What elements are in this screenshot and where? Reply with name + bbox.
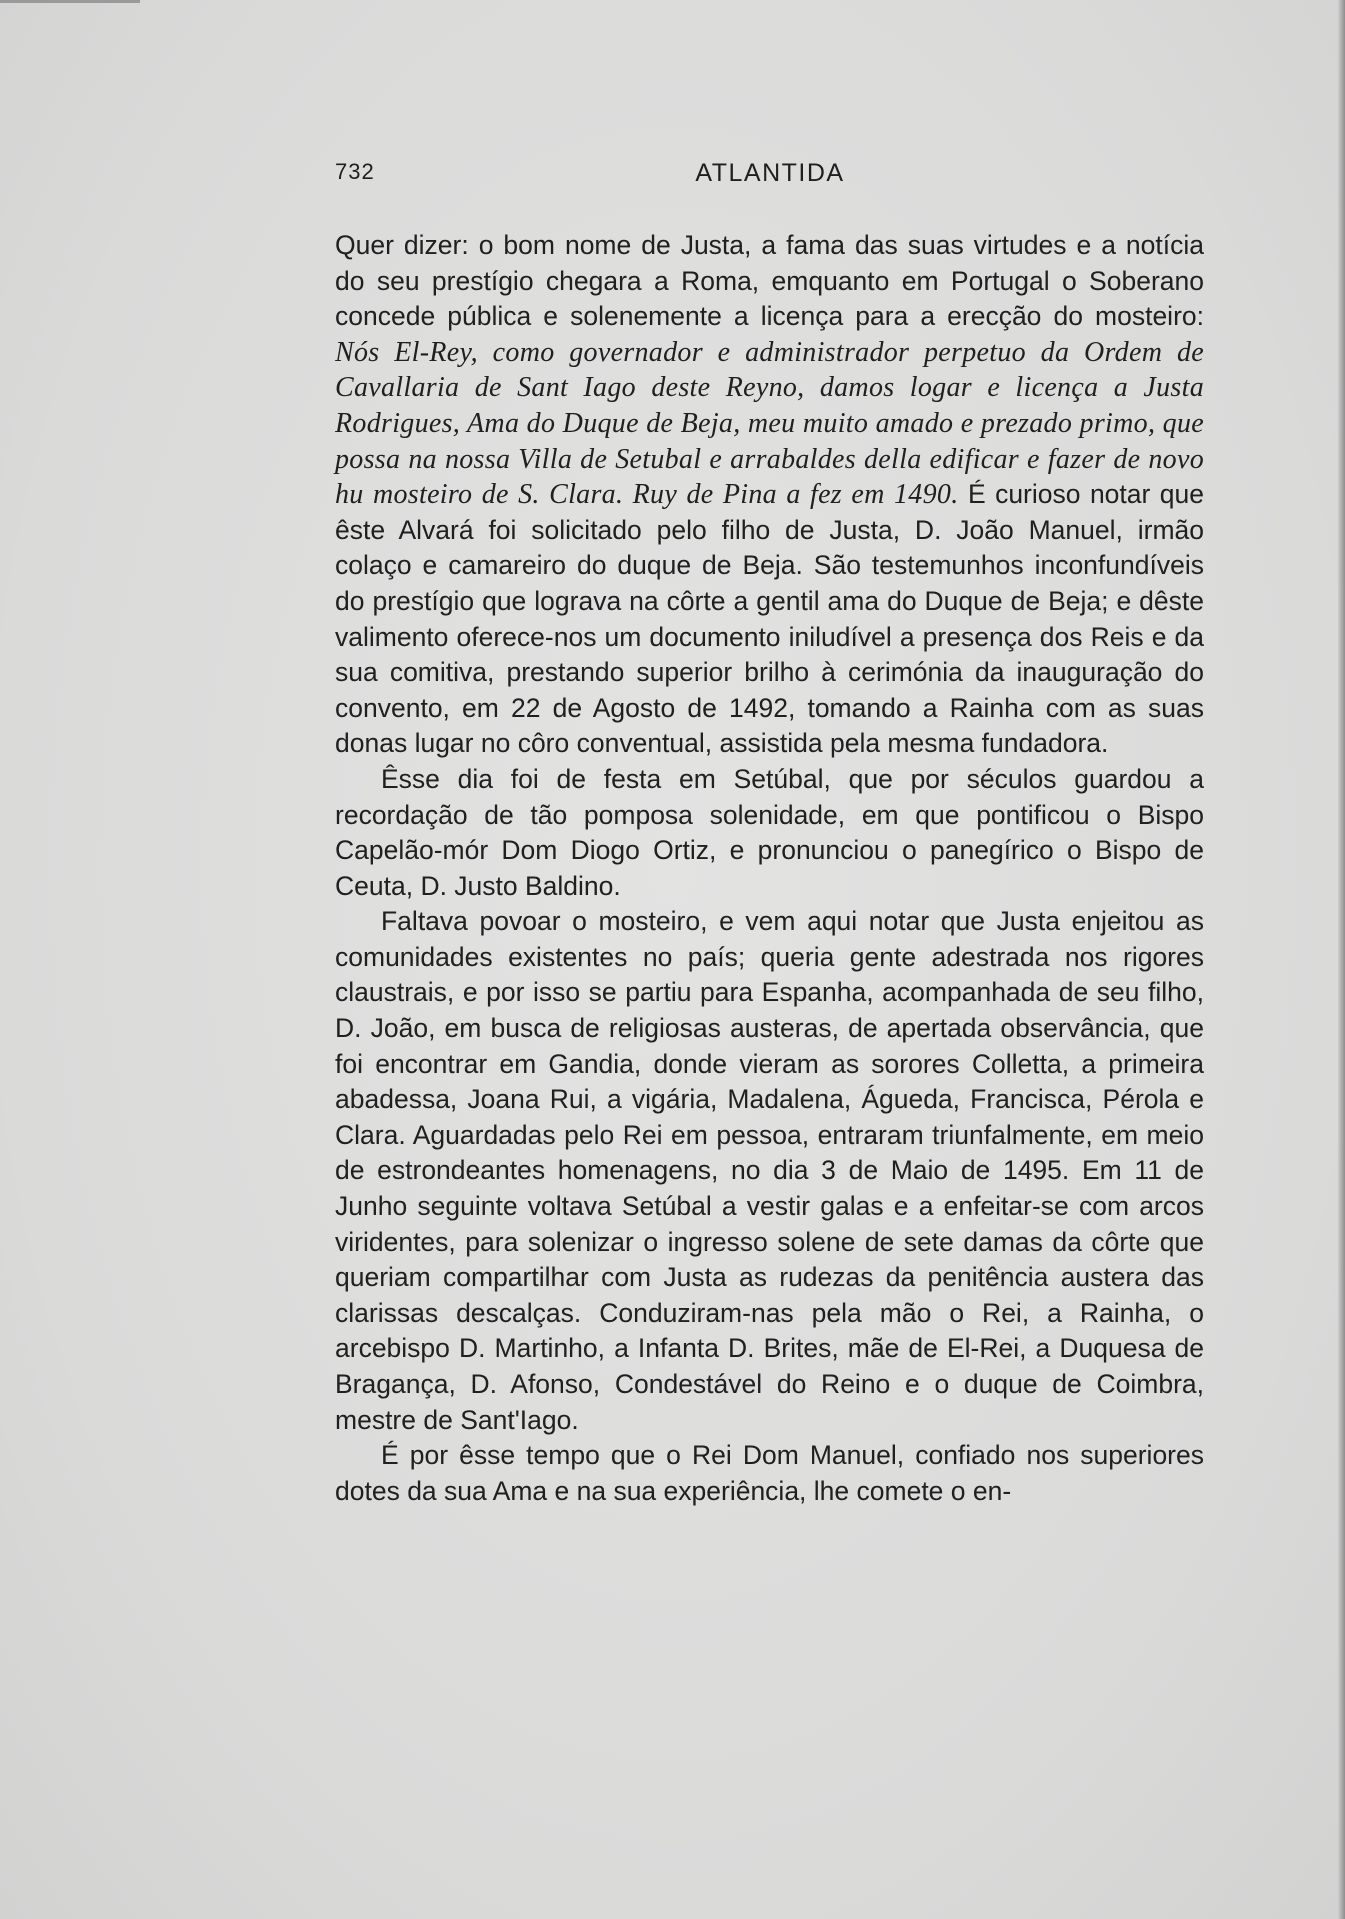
- page-number: 732: [335, 159, 375, 184]
- paragraph-text: Êsse dia foi de festa em Setúbal, que por séculos guardou a recordação de tão pomposa solenidade, em que pontificou o Bispo Capelão-mór Dom Diogo Ortiz, e pronunciou o panegírico o Bispo de Ceuta, D. Justo Baldino.: [335, 763, 1204, 901]
- paragraph-1: [335, 228, 1204, 762]
- paragraph-3: [335, 904, 1204, 1438]
- paragraph-text: Quer dizer: o bom nome de Justa, a fama das suas virtudes e a notícia do seu prestígio chegara a Roma, emquanto em Portugal o Soberano concede pública e solenemente a licença para a erecção do mosteiro:: [335, 230, 1204, 332]
- quoted-alvara-text: Nós El-Rey, como governador e administrador perpetuo da Ordem de Cavallaria de Sant Iago deste Reyno, damos logar e licença a Justa Rodrigues, Ama do Duque de Beja, meu muito amado e prezado primo, que possa na nossa Villa de Setubal e arrabaldes della edificar e fazer de novo hu mosteiro de S. Clara. Ruy de Pina a fez em 1490.: [335, 336, 1204, 511]
- paragraph-text: É por êsse tempo que o Rei Dom Manuel, confiado nos superiores dotes da sua Ama e na sua experiência, lhe comete o en-: [335, 1440, 1204, 1506]
- paragraph-4: [335, 1438, 1204, 1509]
- page-edge-shadow-right: [1338, 0, 1345, 1919]
- page-edge-shadow-top: [0, 0, 140, 3]
- paragraph-text: Faltava povoar o mosteiro, e vem aqui notar que Justa enjeitou as comunidades existentes no país; queria gente adestrada nos rigores claustrais, e por isso se partiu para Espanha, acompanhada de seu filho, D. João, em busca de religiosas austeras, de apertada observância, que foi encontrar em Gandia, donde vieram as sorores Colletta, a primeira abadessa, Joana Rui, a vigária, Madalena, Águeda, Francisca, Pérola e Clara. Aguardadas pelo Rei em pessoa, entraram triunfalmente, em meio de estrondeantes homenagens, no dia 3 de Maio de 1495. Em 11 de Junho seguinte voltava Setúbal a vestir galas e a enfeitar-se com arcos viridentes, para solenizar o ingresso solene de sete damas da côrte que queriam compartilhar com Justa as rudezas da penitência austera das clarissas descalças. Conduziram-nas pela mão o Rei, a Rainha, o arcebispo D. Martinho, a Infanta D. Brites, mãe de El-Rei, a Duquesa de Bragança, D. Afonso, Condestável do Reino e o duque de Coimbra, mestre de Sant'Iago.: [335, 906, 1204, 1435]
- paragraph-text: É curioso notar que êste Alvará foi solicitado pelo filho de Justa, D. João Manuel, irmão colaço e camareiro do duque de Beja. São testemunhos inconfundíveis do prestígio que lograva na côrte a gentil ama do Duque de Beja; e dêste valimento oferece-nos um documento iniludível a presença dos Reis e da sua comitiva, prestando superior brilho à cerimónia da inauguração do convento, em 22 de Agosto de 1492, tomando a Rainha com as suas donas lugar no côro conventual, assistida pela mesma fundadora.: [335, 479, 1204, 759]
- body-text: [335, 228, 1204, 1509]
- running-head: [335, 159, 1205, 193]
- journal-title: ATLANTIDA: [695, 159, 845, 187]
- paragraph-2: [335, 762, 1204, 904]
